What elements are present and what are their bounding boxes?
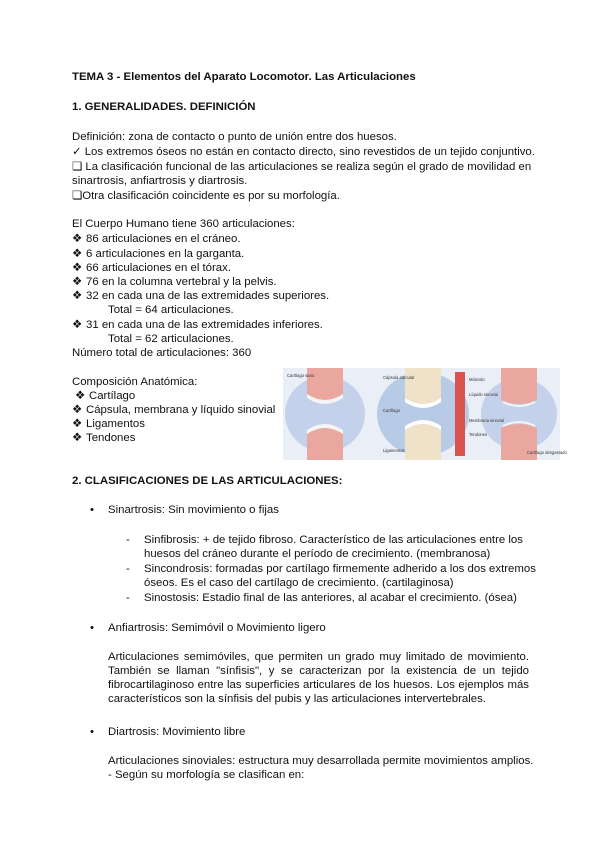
diamond-bullet-icon: ❖ (72, 233, 83, 245)
bullet-icon: • (90, 726, 94, 738)
diamond-bullet-icon: ❖ (72, 432, 83, 444)
box-item-1-line-2: sinartrosis, anfiartrosis y diartrosis. (72, 175, 248, 187)
bullet-icon: • (90, 504, 94, 516)
sincondrosis-line-2: óseos. Es el caso del cartílago de crecimiento. (cartilaginosa) (144, 577, 454, 589)
diamond-bullet-icon: ❖ (72, 319, 83, 331)
label-tendones: Tendones (469, 432, 488, 437)
sinfibrosis-line-1: Sinfibrosis: + de tejido fibroso. Característico de las articulaciones entre los (144, 534, 523, 546)
section-2-heading: 2. CLASIFICACIONES DE LAS ARTICULACIONES: (72, 475, 343, 487)
box-item-1-line-1: La clasificación funcional de las articulaciones se realiza según el grado de movilidad en (85, 161, 532, 173)
count-intro: El Cuerpo Humano tiene 360 articulaciones: (72, 218, 295, 230)
check-icon: ✓ (72, 146, 82, 158)
section-1-heading: 1. GENERALIDADES. DEFINICIÓN (72, 101, 256, 113)
diartrosis-subline: - Según su morfología se clasifican en: (108, 769, 305, 781)
grand-total: Número total de articulaciones: 360 (72, 347, 252, 359)
checkbox-icon: ❏ (72, 161, 83, 173)
sinartrosis-heading: Sinartrosis: Sin movimiento o fijas (108, 504, 279, 516)
diartrosis-heading: Diartrosis: Movimiento libre (108, 726, 246, 738)
check-item (72, 145, 535, 159)
sinostosis-line: Sinostosis: Estadio final de las anteriores, al acabar el crecimiento. (ósea) (144, 592, 517, 604)
label-capsula-articular: Cápsula articular (383, 375, 415, 380)
list-item: ❖ Cartílago (75, 390, 136, 402)
diamond-bullet-icon: ❖ (72, 290, 83, 302)
total-lower: Total = 62 articulaciones. (108, 333, 234, 345)
list-item: ❖ 32 en cada una de las extremidades superiores. (72, 290, 330, 302)
label-musculo: Músculo (469, 377, 485, 382)
definition-text: Definición: zona de contacto o punto de unión entre dos huesos. (72, 131, 397, 143)
sinfibrosis-line-2: huesos del cráneo durante el período de crecimiento. (membranosa) (144, 548, 491, 560)
document-title: TEMA 3 - Elementos del Aparato Locomotor. Las Articulaciones (72, 71, 416, 83)
box-item-1 (72, 160, 531, 174)
diartrosis-paragraph: Articulaciones sinoviales: estructura muy desarrollada permite movimientos amplios. (108, 755, 534, 767)
box-item-2-text: Otra clasificación coincidente es por su morfología. (82, 190, 340, 202)
diamond-bullet-icon: ❖ (72, 276, 83, 288)
diamond-bullet-icon: ❖ (75, 390, 86, 402)
check-item-text: Los extremos óseos no están en contacto directo, sino revestidos de un tejido conjuntivo. (84, 146, 535, 158)
joint-diagram-svg (283, 368, 567, 460)
dash-icon: - (126, 534, 130, 546)
list-item: ❖ 66 articulaciones en el tórax. (72, 262, 231, 274)
anfiartrosis-paragraph: Articulaciones semimóviles, que permiten un grado muy limitado de movimiento. También se llaman "sínfisis", y se caracterizan por la existencia de un tejido fibrocartilaginoso entre las superficies articulares de los huesos. Los ejemplos más característicos son la sínfisis del pubis y las articulaciones intervertebrales. (108, 651, 529, 705)
list-item: ❖ Tendones (72, 432, 136, 444)
bullet-icon: • (90, 622, 94, 634)
diamond-bullet-icon: ❖ (72, 404, 83, 416)
box-item-2 (72, 189, 340, 203)
label-ligamentos: Ligamentos (383, 448, 405, 453)
joint-anatomy-illustration (283, 368, 567, 460)
sincondrosis-line-1: Sincondrosis: formadas por cartílago firmemente adherido a los dos extremos (144, 563, 536, 575)
label-cartilago-desgastado: Cartílago desgastado (527, 450, 567, 455)
diamond-bullet-icon: ❖ (72, 418, 83, 430)
label-membrana-sinovial: Membrana sinovial (469, 418, 505, 423)
diamond-bullet-icon: ❖ (72, 262, 83, 274)
dash-icon: - (126, 563, 130, 575)
label-cartilago-sano: Cartílago sano (287, 373, 315, 378)
dash-icon: - (126, 592, 130, 604)
composition-title: Composición Anatómica: (72, 376, 198, 388)
list-item: ❖ 86 articulaciones en el cráneo. (72, 233, 241, 245)
list-item: ❖ 31 en cada una de las extremidades inferiores. (72, 319, 323, 331)
list-item: ❖ 6 articulaciones en la garganta. (72, 248, 245, 260)
list-item: ❖ Cápsula, membrana y líquido sinovial (72, 404, 276, 416)
label-cartilago: Cartílago (383, 408, 400, 413)
checkbox-icon: ❏ (72, 190, 83, 202)
diamond-bullet-icon: ❖ (72, 248, 83, 260)
label-liquido-sinovial: Líquido sinovial (469, 392, 498, 397)
list-item: ❖ Ligamentos (72, 418, 145, 430)
total-upper: Total = 64 articulaciones. (108, 304, 234, 316)
anfiartrosis-heading: Anfiartrosis: Semimóvil o Movimiento ligero (108, 622, 326, 634)
list-item: ❖ 76 en la columna vertebral y la pelvis. (72, 276, 277, 288)
